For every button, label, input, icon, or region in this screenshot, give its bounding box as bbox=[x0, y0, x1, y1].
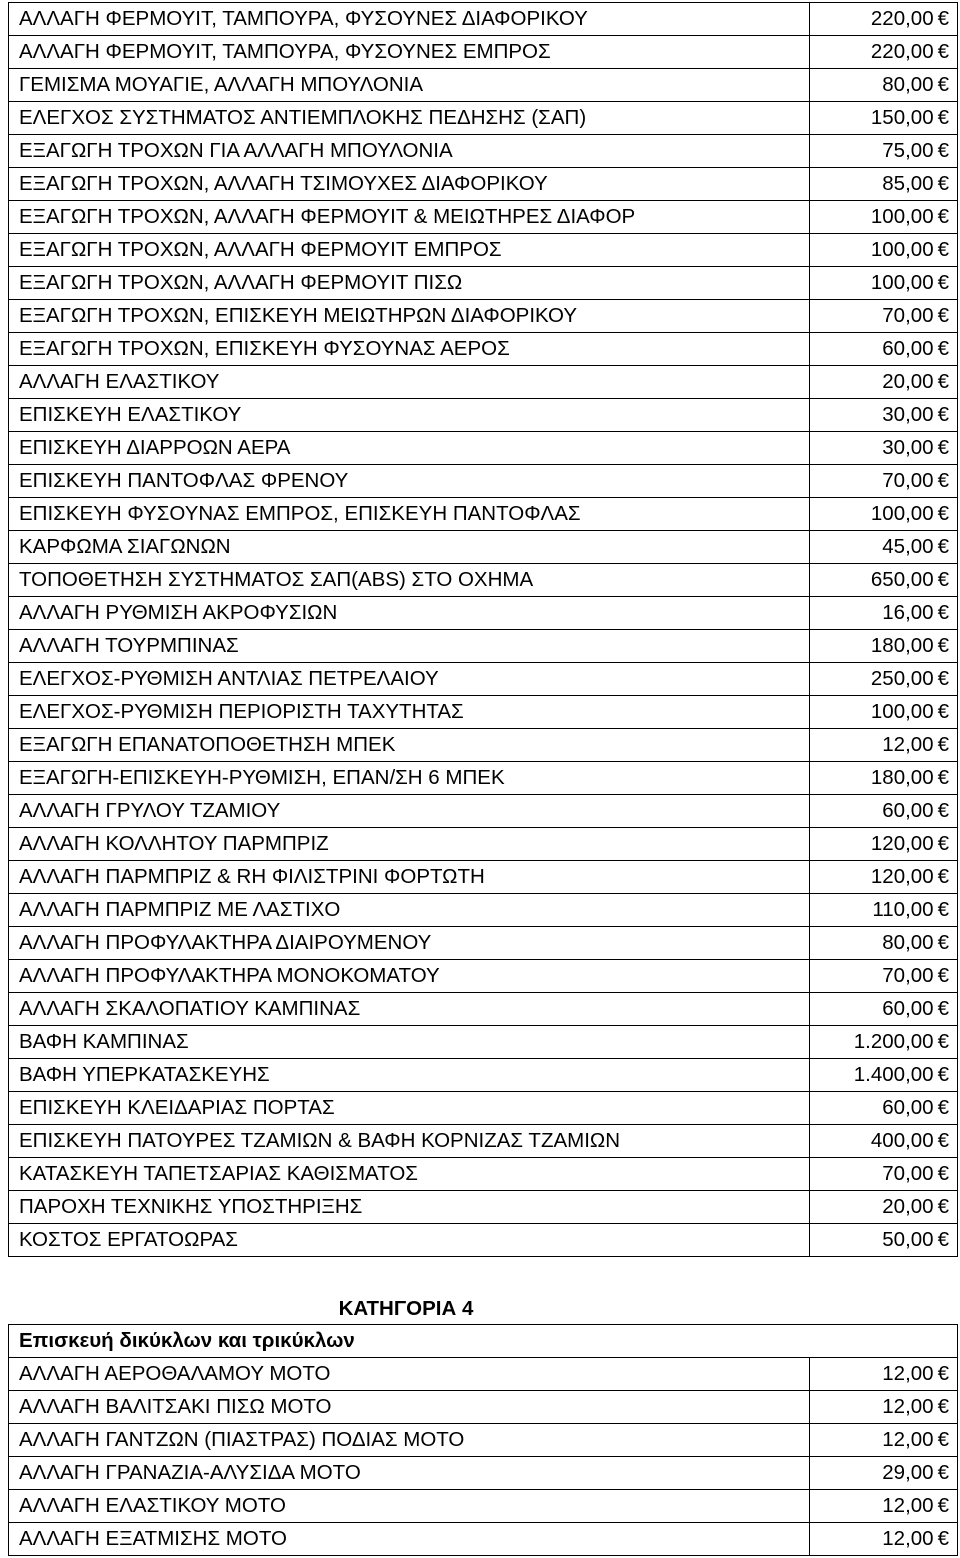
table-row bbox=[9, 762, 958, 795]
service-description: ΓΕΜΙΣΜΑ ΜΟΥΑΓΙΕ, ΑΛΛΑΓΗ ΜΠΟΥΛΟΝΙΑ bbox=[9, 69, 810, 102]
table-row bbox=[9, 795, 958, 828]
service-price bbox=[810, 135, 958, 168]
table-row bbox=[9, 168, 958, 201]
price-value: 12,00 bbox=[882, 1494, 934, 1517]
euro-icon: € bbox=[937, 568, 949, 591]
price-value: 110,00 bbox=[872, 898, 934, 921]
service-description: ΒΑΦΗ ΥΠΕΡΚΑΤΑΣΚΕΥΗΣ bbox=[9, 1059, 810, 1092]
service-description: ΑΛΛΑΓΗ ΕΛΑΣΤΙΚΟΥ ΜΟΤΟ bbox=[9, 1490, 810, 1523]
service-description: ΠΑΡΟΧΗ ΤΕΧΝΙΚΗΣ ΥΠΟΣΤΗΡΙΞΗΣ bbox=[9, 1191, 810, 1224]
service-description: ΑΛΛΑΓΗ ΓΡΥΛΟΥ ΤΖΑΜΙΟΥ bbox=[9, 795, 810, 828]
euro-icon: € bbox=[937, 667, 949, 690]
service-description: ΤΟΠΟΘΕΤΗΣΗ ΣΥΣΤΗΜΑΤΟΣ ΣΑΠ(ABS) ΣΤΟ ΟΧΗΜΑ bbox=[9, 564, 810, 597]
price-value: 12,00 bbox=[882, 1362, 934, 1385]
euro-icon: € bbox=[937, 1362, 949, 1385]
price-value: 180,00 bbox=[870, 634, 934, 657]
service-description: ΕΠΙΣΚΕΥΗ ΕΛΑΣΤΙΚΟΥ bbox=[9, 399, 810, 432]
euro-icon: € bbox=[937, 1162, 949, 1185]
table-row bbox=[9, 663, 958, 696]
service-description: ΚΑΤΑΣΚΕΥΗ ΤΑΠΕΤΣΑΡΙΑΣ ΚΑΘΙΣΜΑΤΟΣ bbox=[9, 1158, 810, 1191]
price-table-main bbox=[8, 2, 958, 1257]
table-row bbox=[9, 861, 958, 894]
table-row bbox=[9, 597, 958, 630]
service-price bbox=[810, 1059, 958, 1092]
price-value: 100,00 bbox=[870, 238, 934, 261]
table-row bbox=[9, 564, 958, 597]
service-price bbox=[810, 267, 958, 300]
euro-icon: € bbox=[937, 1395, 949, 1418]
euro-icon: € bbox=[937, 238, 949, 261]
service-description: ΕΠΙΣΚΕΥΗ ΦΥΣΟΥΝΑΣ ΕΜΠΡΟΣ, ΕΠΙΣΚΕΥΗ ΠΑΝΤΟΦΛΑΣ bbox=[9, 498, 810, 531]
service-price bbox=[810, 663, 958, 696]
price-value: 20,00 bbox=[882, 1195, 934, 1218]
service-price bbox=[810, 201, 958, 234]
price-value: 180,00 bbox=[870, 766, 934, 789]
service-price bbox=[810, 1191, 958, 1224]
service-description: ΑΛΛΑΓΗ ΓΑΝΤΖΩΝ (ΠΙΑΣΤΡΑΣ) ΠΟΔΙΑΣ ΜΟΤΟ bbox=[9, 1424, 810, 1457]
table-row bbox=[9, 267, 958, 300]
service-price bbox=[810, 762, 958, 795]
category-4-title: ΚΑΤΗΓΟΡΙΑ 4 bbox=[338, 1297, 474, 1320]
service-price bbox=[810, 69, 958, 102]
table-row bbox=[9, 432, 958, 465]
service-price bbox=[810, 1490, 958, 1523]
price-value: 60,00 bbox=[882, 997, 934, 1020]
table-row bbox=[9, 1125, 958, 1158]
service-description: ΑΛΛΑΓΗ ΕΞΑΤΜΙΣΗΣ ΜΟΤΟ bbox=[9, 1523, 810, 1556]
price-value: 100,00 bbox=[870, 271, 934, 294]
price-value: 85,00 bbox=[882, 172, 934, 195]
euro-icon: € bbox=[937, 172, 949, 195]
service-description: ΕΞΑΓΩΓΗ ΤΡΟΧΩΝ, ΑΛΛΑΓΗ ΦΕΡΜΟΥΙΤ ΠΙΣΩ bbox=[9, 267, 810, 300]
service-price bbox=[810, 1424, 958, 1457]
price-value: 50,00 bbox=[882, 1228, 934, 1251]
service-description: ΑΛΛΑΓΗ ΓΡΑΝΑΖΙΑ-ΑΛΥΣΙΔΑ ΜΟΤΟ bbox=[9, 1457, 810, 1490]
table-row bbox=[9, 498, 958, 531]
service-price bbox=[810, 597, 958, 630]
euro-icon: € bbox=[937, 7, 949, 30]
table-row bbox=[9, 630, 958, 663]
price-value: 75,00 bbox=[882, 139, 934, 162]
service-description: ΕΛΕΓΧΟΣ-ΡΥΘΜΙΣΗ ΠΕΡΙΟΡΙΣΤΗ ΤΑΧΥΤΗΤΑΣ bbox=[9, 696, 810, 729]
service-price bbox=[810, 1391, 958, 1424]
service-description: ΑΛΛΑΓΗ ΠΡΟΦΥΛΑΚΤΗΡΑ ΔΙΑΙΡΟΥΜΕΝΟΥ bbox=[9, 927, 810, 960]
service-description: ΑΛΛΑΓΗ ΠΑΡΜΠΡΙΖ ΜΕ ΛΑΣΤΙΧΟ bbox=[9, 894, 810, 927]
table-row bbox=[9, 1191, 958, 1224]
service-price bbox=[810, 993, 958, 1026]
table-row bbox=[9, 1490, 958, 1523]
price-value: 1.200,00 bbox=[853, 1030, 934, 1053]
price-value: 70,00 bbox=[882, 469, 934, 492]
euro-icon: € bbox=[937, 403, 949, 426]
table-row bbox=[9, 828, 958, 861]
euro-icon: € bbox=[937, 964, 949, 987]
price-value: 650,00 bbox=[870, 568, 934, 591]
service-price bbox=[810, 366, 958, 399]
service-description: ΕΠΙΣΚΕΥΗ ΠΑΤΟΥΡΕΣ ΤΖΑΜΙΩΝ & ΒΑΦΗ ΚΟΡΝΙΖΑΣ ΤΖΑΜΙΩΝ bbox=[9, 1125, 810, 1158]
service-price bbox=[810, 1358, 958, 1391]
service-price bbox=[810, 1092, 958, 1125]
service-description: ΑΛΛΑΓΗ ΑΕΡΟΘΑΛΑΜΟΥ ΜΟΤΟ bbox=[9, 1358, 810, 1391]
euro-icon: € bbox=[937, 205, 949, 228]
service-description: ΕΞΑΓΩΓΗ ΤΡΟΧΩΝ, ΕΠΙΣΚΕΥΗ ΜΕΙΩΤΗΡΩΝ ΔΙΑΦΟΡΙΚΟΥ bbox=[9, 300, 810, 333]
price-value: 1.400,00 bbox=[853, 1063, 934, 1086]
service-price bbox=[810, 1224, 958, 1257]
table-row bbox=[9, 1358, 958, 1391]
service-price bbox=[810, 861, 958, 894]
service-description: ΕΛΕΓΧΟΣ-ΡΥΘΜΙΣΗ ΑΝΤΛΙΑΣ ΠΕΤΡΕΛΑΙΟΥ bbox=[9, 663, 810, 696]
price-value: 70,00 bbox=[882, 1162, 934, 1185]
service-price bbox=[810, 630, 958, 663]
service-description: ΕΞΑΓΩΓΗ ΤΡΟΧΩΝ, ΑΛΛΑΓΗ ΤΣΙΜΟΥΧΕΣ ΔΙΑΦΟΡΙΚΟΥ bbox=[9, 168, 810, 201]
price-value: 60,00 bbox=[882, 799, 934, 822]
price-value: 70,00 bbox=[882, 304, 934, 327]
table-row bbox=[9, 465, 958, 498]
table-row bbox=[9, 366, 958, 399]
price-value: 45,00 bbox=[882, 535, 934, 558]
price-value: 250,00 bbox=[870, 667, 934, 690]
euro-icon: € bbox=[937, 337, 949, 360]
price-value: 120,00 bbox=[870, 865, 934, 888]
price-value: 12,00 bbox=[882, 1527, 934, 1550]
service-description: ΑΛΛΑΓΗ ΠΡΟΦΥΛΑΚΤΗΡΑ ΜΟΝΟΚΟΜΑΤΟΥ bbox=[9, 960, 810, 993]
category-4-subtitle-row bbox=[9, 1325, 958, 1358]
table-row bbox=[9, 1092, 958, 1125]
service-price bbox=[810, 1457, 958, 1490]
service-description: ΑΛΛΑΓΗ ΦΕΡΜΟΥΙΤ, ΤΑΜΠΟΥΡΑ, ΦΥΣΟΥΝΕΣ ΔΙΑΦΟΡΙΚΟΥ bbox=[9, 3, 810, 36]
table-row bbox=[9, 1059, 958, 1092]
table-row bbox=[9, 399, 958, 432]
service-description: ΑΛΛΑΓΗ ΡΥΘΜΙΣΗ ΑΚΡΟΦΥΣΙΩΝ bbox=[9, 597, 810, 630]
service-price bbox=[810, 1158, 958, 1191]
table-row bbox=[9, 696, 958, 729]
service-price bbox=[810, 1125, 958, 1158]
euro-icon: € bbox=[937, 865, 949, 888]
table-row bbox=[9, 894, 958, 927]
service-price bbox=[810, 729, 958, 762]
euro-icon: € bbox=[937, 502, 949, 525]
table-row bbox=[9, 531, 958, 564]
euro-icon: € bbox=[937, 370, 949, 393]
euro-icon: € bbox=[937, 271, 949, 294]
service-price bbox=[810, 102, 958, 135]
service-price bbox=[810, 1523, 958, 1556]
price-value: 100,00 bbox=[870, 502, 934, 525]
euro-icon: € bbox=[937, 1030, 949, 1053]
service-description: ΒΑΦΗ ΚΑΜΠΙΝΑΣ bbox=[9, 1026, 810, 1059]
service-description: ΕΞΑΓΩΓΗ ΕΠΑΝΑΤΟΠΟΘΕΤΗΣΗ ΜΠΕΚ bbox=[9, 729, 810, 762]
service-description: ΕΠΙΣΚΕΥΗ ΚΛΕΙΔΑΡΙΑΣ ΠΟΡΤΑΣ bbox=[9, 1092, 810, 1125]
price-value: 60,00 bbox=[882, 337, 934, 360]
euro-icon: € bbox=[937, 73, 949, 96]
service-description: ΑΛΛΑΓΗ ΠΑΡΜΠΡΙΖ & RH ΦΙΛΙΣΤΡΙΝΙ ΦΟΡΤΩΤΗ bbox=[9, 861, 810, 894]
service-price bbox=[810, 927, 958, 960]
table-row bbox=[9, 1424, 958, 1457]
service-price bbox=[810, 465, 958, 498]
service-description: ΕΛΕΓΧΟΣ ΣΥΣΤΗΜΑΤΟΣ ΑΝΤΙΕΜΠΛΟΚΗΣ ΠΕΔΗΣΗΣ (ΣΑΠ) bbox=[9, 102, 810, 135]
price-value: 60,00 bbox=[882, 1096, 934, 1119]
service-price bbox=[810, 168, 958, 201]
table-row bbox=[9, 1457, 958, 1490]
service-price bbox=[810, 300, 958, 333]
price-value: 100,00 bbox=[870, 205, 934, 228]
table-row bbox=[9, 729, 958, 762]
service-price bbox=[810, 399, 958, 432]
price-value: 30,00 bbox=[882, 403, 934, 426]
table-row bbox=[9, 36, 958, 69]
euro-icon: € bbox=[937, 931, 949, 954]
price-value: 12,00 bbox=[882, 733, 934, 756]
table-row bbox=[9, 960, 958, 993]
service-price bbox=[810, 3, 958, 36]
euro-icon: € bbox=[937, 832, 949, 855]
service-description: ΕΠΙΣΚΕΥΗ ΔΙΑΡΡΟΩΝ ΑΕΡΑ bbox=[9, 432, 810, 465]
service-description: ΕΞΑΓΩΓΗ ΤΡΟΧΩΝ ΓΙΑ ΑΛΛΑΓΗ ΜΠΟΥΛΟΝΙΑ bbox=[9, 135, 810, 168]
price-value: 220,00 bbox=[870, 7, 934, 30]
price-value: 12,00 bbox=[882, 1395, 934, 1418]
euro-icon: € bbox=[937, 733, 949, 756]
price-value: 16,00 bbox=[882, 601, 934, 624]
euro-icon: € bbox=[937, 898, 949, 921]
price-value: 70,00 bbox=[882, 964, 934, 987]
euro-icon: € bbox=[937, 766, 949, 789]
service-description: ΚΑΡΦΩΜΑ ΣΙΑΓΩΝΩΝ bbox=[9, 531, 810, 564]
price-value: 29,00 bbox=[882, 1461, 934, 1484]
euro-icon: € bbox=[937, 997, 949, 1020]
service-price bbox=[810, 498, 958, 531]
table-row bbox=[9, 1026, 958, 1059]
euro-icon: € bbox=[937, 106, 949, 129]
table-row bbox=[9, 927, 958, 960]
service-price bbox=[810, 696, 958, 729]
service-description: ΕΞΑΓΩΓΗ ΤΡΟΧΩΝ, ΕΠΙΣΚΕΥΗ ΦΥΣΟΥΝΑΣ ΑΕΡΟΣ bbox=[9, 333, 810, 366]
euro-icon: € bbox=[937, 1461, 949, 1484]
euro-icon: € bbox=[937, 1228, 949, 1251]
service-description: ΕΞΑΓΩΓΗ ΤΡΟΧΩΝ, ΑΛΛΑΓΗ ΦΕΡΜΟΥΙΤ ΕΜΠΡΟΣ bbox=[9, 234, 810, 267]
table-row bbox=[9, 333, 958, 366]
euro-icon: € bbox=[937, 1129, 949, 1152]
euro-icon: € bbox=[937, 304, 949, 327]
service-description: ΑΛΛΑΓΗ ΤΟΥΡΜΠΙΝΑΣ bbox=[9, 630, 810, 663]
table-row bbox=[9, 201, 958, 234]
table-row bbox=[9, 1158, 958, 1191]
service-price bbox=[810, 36, 958, 69]
euro-icon: € bbox=[937, 436, 949, 459]
service-price bbox=[810, 432, 958, 465]
table-row bbox=[9, 993, 958, 1026]
service-price bbox=[810, 333, 958, 366]
category-4-subtitle: Επισκευή δικύκλων και τρικύκλων bbox=[9, 1325, 810, 1358]
table-row bbox=[9, 102, 958, 135]
table-row bbox=[9, 234, 958, 267]
table-row bbox=[9, 1391, 958, 1424]
table-row bbox=[9, 69, 958, 102]
euro-icon: € bbox=[937, 535, 949, 558]
service-price bbox=[810, 564, 958, 597]
service-description: ΑΛΛΑΓΗ ΣΚΑΛΟΠΑΤΙΟΥ ΚΑΜΠΙΝΑΣ bbox=[9, 993, 810, 1026]
price-value: 220,00 bbox=[870, 40, 934, 63]
euro-icon: € bbox=[937, 469, 949, 492]
service-price bbox=[810, 828, 958, 861]
price-value: 80,00 bbox=[882, 73, 934, 96]
service-price bbox=[810, 960, 958, 993]
euro-icon: € bbox=[937, 634, 949, 657]
service-price bbox=[810, 531, 958, 564]
price-value: 12,00 bbox=[882, 1428, 934, 1451]
euro-icon: € bbox=[937, 1428, 949, 1451]
euro-icon: € bbox=[937, 1096, 949, 1119]
euro-icon: € bbox=[937, 1494, 949, 1517]
price-value: 20,00 bbox=[882, 370, 934, 393]
service-description: ΕΞΑΓΩΓΗ-ΕΠΙΣΚΕΥΗ-ΡΥΘΜΙΣΗ, ΕΠΑΝ/ΣΗ 6 ΜΠΕΚ bbox=[9, 762, 810, 795]
price-value: 150,00 bbox=[870, 106, 934, 129]
table-row bbox=[9, 300, 958, 333]
service-price bbox=[810, 234, 958, 267]
euro-icon: € bbox=[937, 1195, 949, 1218]
table-row bbox=[9, 3, 958, 36]
euro-icon: € bbox=[937, 1527, 949, 1550]
euro-icon: € bbox=[937, 601, 949, 624]
service-description: ΑΛΛΑΓΗ ΚΟΛΛΗΤΟΥ ΠΑΡΜΠΡΙΖ bbox=[9, 828, 810, 861]
price-value: 100,00 bbox=[870, 700, 934, 723]
price-value: 80,00 bbox=[882, 931, 934, 954]
price-value: 120,00 bbox=[870, 832, 934, 855]
euro-icon: € bbox=[937, 40, 949, 63]
price-table-category-4 bbox=[8, 1324, 958, 1556]
service-description: ΑΛΛΑΓΗ ΒΑΛΙΤΣΑΚΙ ΠΙΣΩ ΜΟΤΟ bbox=[9, 1391, 810, 1424]
table-row bbox=[9, 1224, 958, 1257]
euro-icon: € bbox=[937, 139, 949, 162]
service-description: ΑΛΛΑΓΗ ΕΛΑΣΤΙΚΟΥ bbox=[9, 366, 810, 399]
service-price bbox=[810, 795, 958, 828]
service-price bbox=[810, 1026, 958, 1059]
table-row bbox=[9, 1523, 958, 1556]
euro-icon: € bbox=[937, 799, 949, 822]
table-row bbox=[9, 135, 958, 168]
price-value: 30,00 bbox=[882, 436, 934, 459]
euro-icon: € bbox=[937, 1063, 949, 1086]
service-description: ΕΞΑΓΩΓΗ ΤΡΟΧΩΝ, ΑΛΛΑΓΗ ΦΕΡΜΟΥΙΤ & ΜΕΙΩΤΗΡΕΣ ΔΙΑΦΟΡ bbox=[9, 201, 810, 234]
service-description: ΕΠΙΣΚΕΥΗ ΠΑΝΤΟΦΛΑΣ ΦΡΕΝΟΥ bbox=[9, 465, 810, 498]
price-value: 400,00 bbox=[870, 1129, 934, 1152]
service-description: ΚΟΣΤΟΣ ΕΡΓΑΤΟΩΡΑΣ bbox=[9, 1224, 810, 1257]
euro-icon: € bbox=[937, 700, 949, 723]
service-price bbox=[810, 894, 958, 927]
service-description: ΑΛΛΑΓΗ ΦΕΡΜΟΥΙΤ, ΤΑΜΠΟΥΡΑ, ΦΥΣΟΥΝΕΣ ΕΜΠΡΟΣ bbox=[9, 36, 810, 69]
